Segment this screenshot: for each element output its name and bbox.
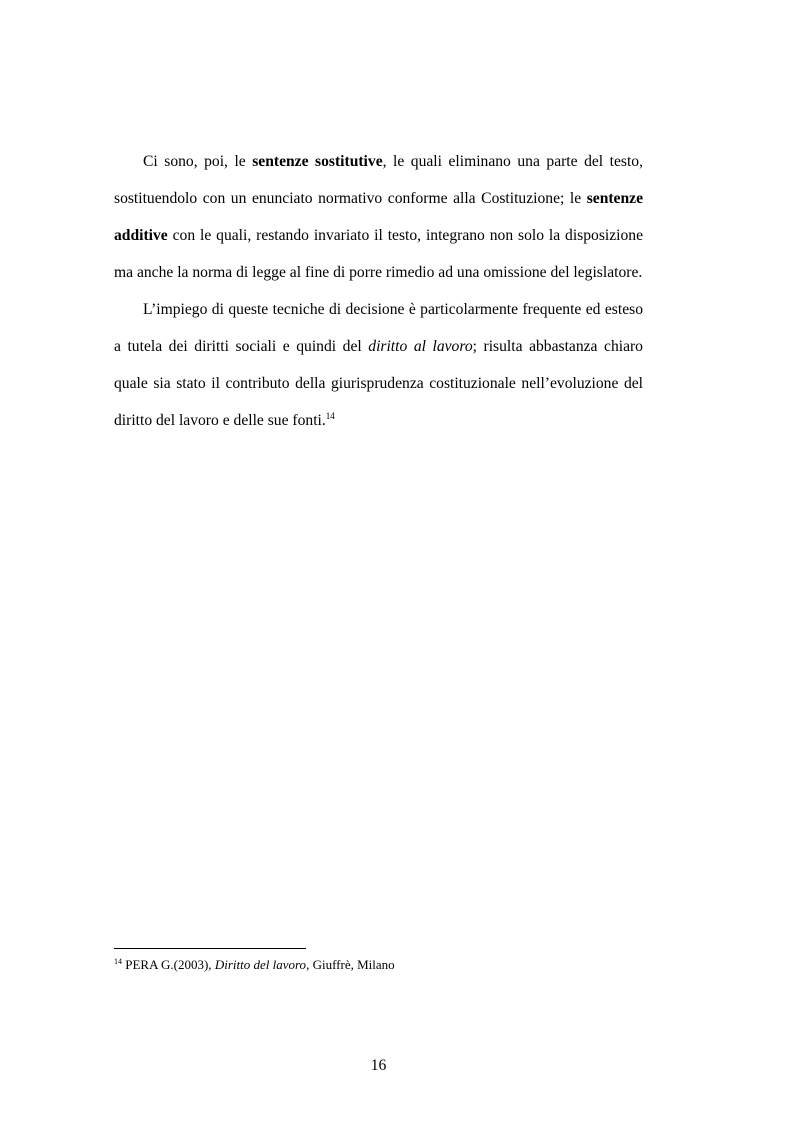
bold-term-sentenze-additive: sentenze additive [114, 190, 643, 244]
italic-term-diritto-al-lavoro: diritto al lavoro [368, 338, 473, 355]
footnote-text: PERA G.(2003), [122, 957, 215, 972]
body-text [114, 143, 643, 439]
paragraph-text: L’impiego di queste tecniche di decisione è particolarmente frequente ed esteso a tutela dei diritti sociali e quindi del [114, 301, 643, 355]
footnote-reference[interactable]: 14 [325, 411, 335, 421]
footnote-text: , Giuffrè, Milano [306, 957, 395, 972]
paragraph-text: con le quali, restando invariato il testo, integrano non solo la disposizione ma anche la norma di legge al fine di porre rimedio ad una omissione del legislatore. [114, 227, 643, 281]
footnote [114, 956, 643, 974]
paragraph-sentenze [114, 143, 643, 291]
paragraph-text: ; risulta abbastanza chiaro quale sia stato il contributo della giurisprudenza costituzionale nell’evoluzione del diritto del lavoro e delle sue fonti. [114, 338, 643, 429]
paragraph-text: , le quali eliminano una parte del testo, sostituendolo con un enunciato normativo conforme alla Costituzione; le [114, 153, 643, 207]
page-number: 16 [370, 1057, 387, 1074]
footnote-number: 14 [114, 957, 122, 966]
footnote-separator [114, 948, 306, 949]
paragraph-impiego [114, 291, 643, 439]
bold-term-sentenze-sostitutive: sentenze sostitutive [252, 153, 383, 170]
footnote-title: Diritto del lavoro [214, 957, 307, 972]
paragraph-text: Ci sono, poi, le [143, 153, 253, 170]
